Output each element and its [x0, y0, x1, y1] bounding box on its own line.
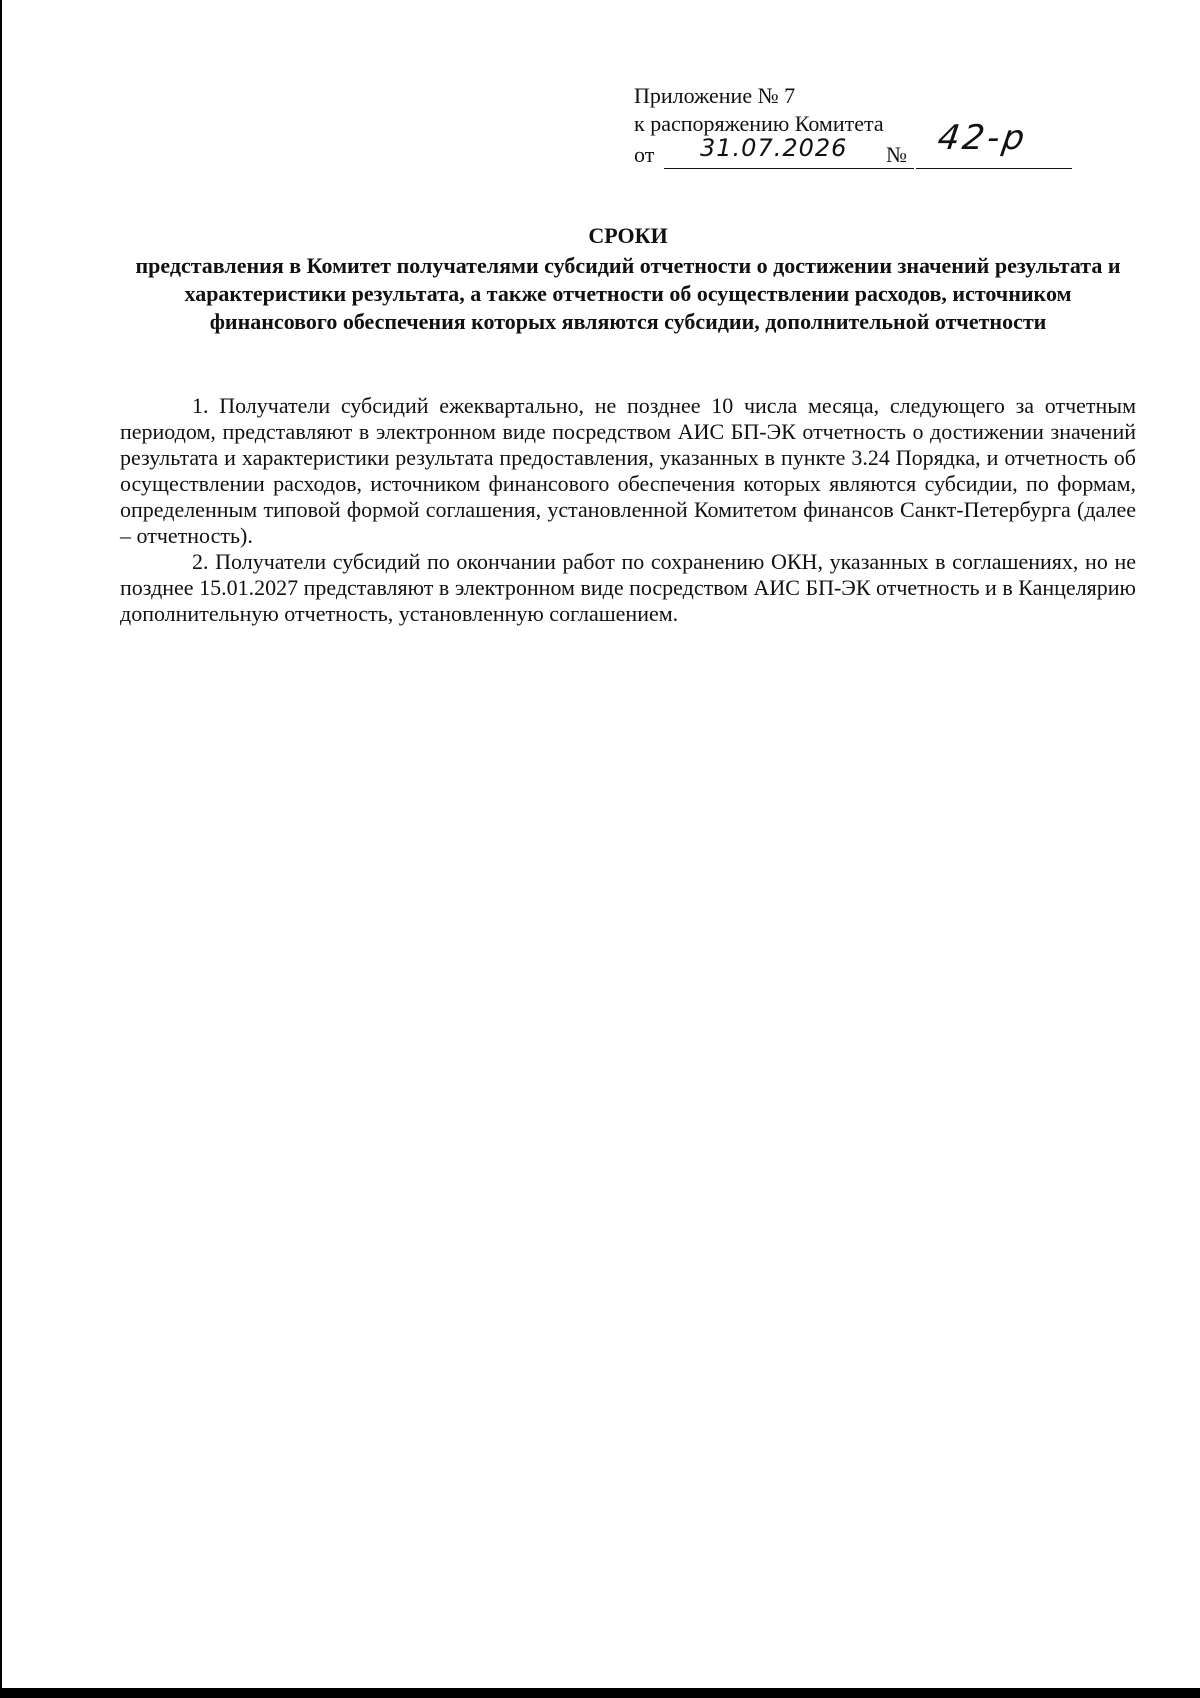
from-label: от	[634, 142, 655, 167]
handwritten-date: 31.07.2026	[700, 134, 848, 162]
order-date-field	[664, 134, 914, 169]
paragraph-2: 2. Получатели субсидий по окончании работ по сохранению ОКН, указанных в соглашениях, но не позднее 15.01.2027 представляют в электронном виде посредством АИС БП-ЭК отчетность и в Канцелярию дополнительную отчетность, установленную соглашением.	[120, 549, 1136, 626]
document-body	[120, 393, 1136, 627]
appendix-reference: к распоряжению Комитета	[634, 111, 884, 136]
appendix-number: Приложение № 7	[634, 83, 796, 108]
number-label: №	[886, 142, 907, 167]
appendix-block	[634, 82, 1074, 170]
handwritten-order-number: 42-р	[935, 118, 1030, 158]
order-number-field	[916, 118, 1072, 169]
paragraph-1: 1. Получатели субсидий ежеквартально, не позднее 10 числа месяца, следующего за отчетным периодом, представляют в электронном виде посредством АИС БП-ЭК отчетность о достижении значений результата и характеристики результата предоставления, указанных в пункте 3.24 Порядка, и отчетность об осуществлении расходов, источником финансового обеспечения которых являются субсидии, по формам, определенным типовой формой соглашения, установленной Комитетом финансов Санкт-Петербурга (далее – отчетность).	[120, 393, 1136, 548]
document-heading: СРОКИ	[588, 223, 668, 248]
document-title	[120, 222, 1136, 336]
scan-edge-left	[0, 0, 2, 1698]
scan-edge-bottom	[0, 1688, 1200, 1698]
document-subheading: представления в Комитет получателями субсидий отчетности о достижении значений результата и характеристики результата, а также отчетности об осуществлении расходов, источником финансового обеспечения которых являются субсидии, дополнительной отчетности	[135, 253, 1121, 334]
